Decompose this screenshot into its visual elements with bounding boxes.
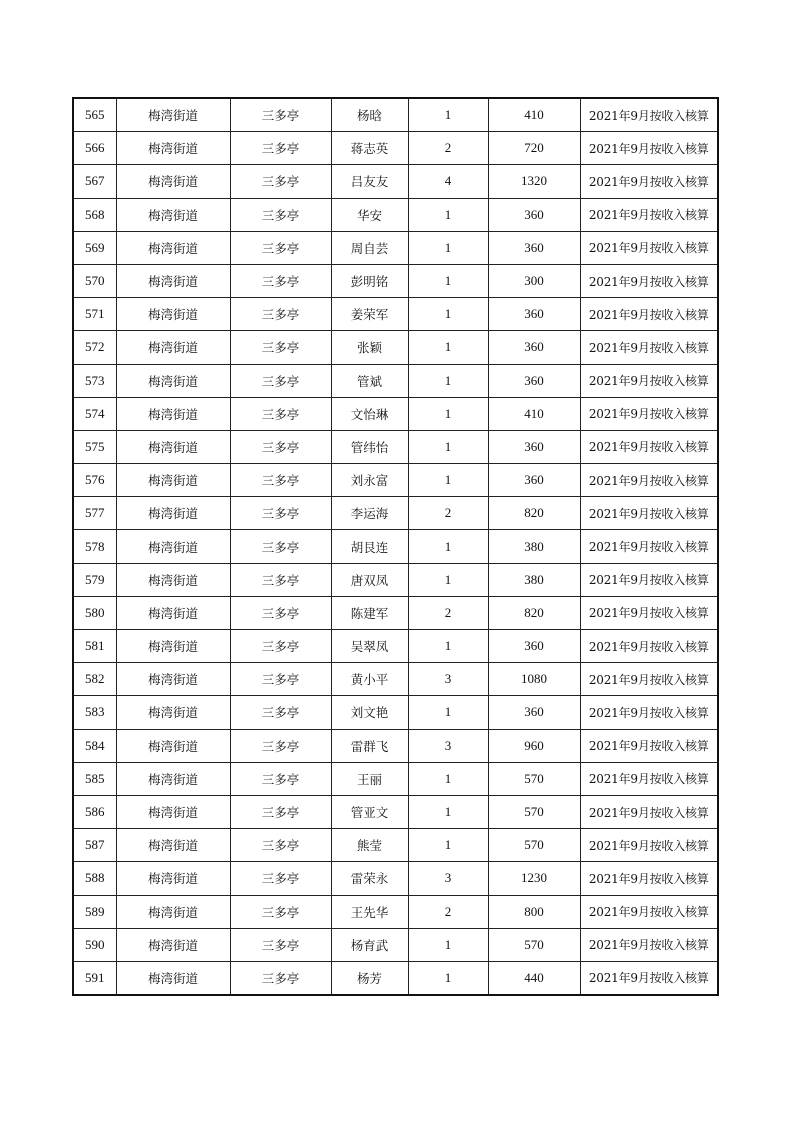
cell-person-count: 1	[408, 298, 488, 331]
table-row	[73, 231, 718, 264]
cell-household-name: 周自芸	[331, 231, 408, 264]
cell-amount: 1080	[488, 663, 580, 696]
cell-household-name: 雷荣永	[331, 862, 408, 895]
cell-note: 2021年9月按收入核算	[580, 961, 718, 995]
cell-household-name: 管亚文	[331, 795, 408, 828]
cell-community: 三多亭	[230, 596, 331, 629]
cell-serial-number: 571	[73, 298, 116, 331]
table-row	[73, 630, 718, 663]
cell-household-name: 王先华	[331, 895, 408, 928]
cell-street: 梅湾街道	[116, 663, 230, 696]
cell-street: 梅湾街道	[116, 397, 230, 430]
cell-street: 梅湾街道	[116, 762, 230, 795]
cell-amount: 360	[488, 298, 580, 331]
cell-street: 梅湾街道	[116, 696, 230, 729]
cell-household-name: 姜荣军	[331, 298, 408, 331]
cell-household-name: 唐双凤	[331, 563, 408, 596]
cell-street: 梅湾街道	[116, 729, 230, 762]
table-row	[73, 795, 718, 828]
table-row	[73, 729, 718, 762]
cell-person-count: 1	[408, 331, 488, 364]
cell-street: 梅湾街道	[116, 630, 230, 663]
cell-person-count: 1	[408, 762, 488, 795]
cell-community: 三多亭	[230, 696, 331, 729]
cell-street: 梅湾街道	[116, 895, 230, 928]
cell-street: 梅湾街道	[116, 862, 230, 895]
cell-note: 2021年9月按收入核算	[580, 231, 718, 264]
cell-community: 三多亭	[230, 862, 331, 895]
cell-serial-number: 573	[73, 364, 116, 397]
cell-person-count: 1	[408, 928, 488, 961]
cell-community: 三多亭	[230, 397, 331, 430]
cell-household-name: 华安	[331, 198, 408, 231]
cell-serial-number: 579	[73, 563, 116, 596]
cell-amount: 360	[488, 364, 580, 397]
cell-street: 梅湾街道	[116, 497, 230, 530]
cell-note: 2021年9月按收入核算	[580, 264, 718, 297]
cell-serial-number: 575	[73, 430, 116, 463]
cell-household-name: 蒋志英	[331, 132, 408, 165]
cell-person-count: 2	[408, 895, 488, 928]
cell-serial-number: 589	[73, 895, 116, 928]
cell-community: 三多亭	[230, 98, 331, 132]
cell-serial-number: 582	[73, 663, 116, 696]
table-row	[73, 762, 718, 795]
cell-household-name: 黄小平	[331, 663, 408, 696]
cell-community: 三多亭	[230, 928, 331, 961]
cell-amount: 570	[488, 762, 580, 795]
cell-person-count: 1	[408, 795, 488, 828]
cell-community: 三多亭	[230, 364, 331, 397]
cell-amount: 360	[488, 630, 580, 663]
cell-household-name: 彭明铭	[331, 264, 408, 297]
cell-serial-number: 578	[73, 530, 116, 563]
cell-person-count: 1	[408, 98, 488, 132]
cell-note: 2021年9月按收入核算	[580, 132, 718, 165]
cell-serial-number: 588	[73, 862, 116, 895]
cell-note: 2021年9月按收入核算	[580, 630, 718, 663]
cell-serial-number: 574	[73, 397, 116, 430]
cell-amount: 570	[488, 795, 580, 828]
cell-street: 梅湾街道	[116, 165, 230, 198]
table-row	[73, 430, 718, 463]
cell-person-count: 2	[408, 132, 488, 165]
table-row	[73, 862, 718, 895]
cell-community: 三多亭	[230, 198, 331, 231]
cell-community: 三多亭	[230, 165, 331, 198]
cell-community: 三多亭	[230, 464, 331, 497]
cell-person-count: 2	[408, 596, 488, 629]
cell-street: 梅湾街道	[116, 464, 230, 497]
cell-person-count: 4	[408, 165, 488, 198]
cell-note: 2021年9月按收入核算	[580, 795, 718, 828]
cell-amount: 570	[488, 829, 580, 862]
table-row	[73, 165, 718, 198]
cell-note: 2021年9月按收入核算	[580, 729, 718, 762]
table-row	[73, 298, 718, 331]
cell-street: 梅湾街道	[116, 829, 230, 862]
cell-community: 三多亭	[230, 563, 331, 596]
cell-community: 三多亭	[230, 729, 331, 762]
table-row	[73, 198, 718, 231]
table-row	[73, 696, 718, 729]
cell-note: 2021年9月按收入核算	[580, 198, 718, 231]
cell-person-count: 1	[408, 630, 488, 663]
cell-note: 2021年9月按收入核算	[580, 563, 718, 596]
cell-community: 三多亭	[230, 298, 331, 331]
cell-street: 梅湾街道	[116, 231, 230, 264]
cell-amount: 380	[488, 530, 580, 563]
cell-household-name: 杨晗	[331, 98, 408, 132]
cell-note: 2021年9月按收入核算	[580, 98, 718, 132]
cell-street: 梅湾街道	[116, 430, 230, 463]
cell-community: 三多亭	[230, 331, 331, 364]
cell-person-count: 1	[408, 430, 488, 463]
cell-serial-number: 565	[73, 98, 116, 132]
table-row	[73, 331, 718, 364]
cell-household-name: 胡艮连	[331, 530, 408, 563]
cell-amount: 360	[488, 430, 580, 463]
cell-street: 梅湾街道	[116, 264, 230, 297]
cell-note: 2021年9月按收入核算	[580, 331, 718, 364]
cell-person-count: 1	[408, 829, 488, 862]
cell-street: 梅湾街道	[116, 331, 230, 364]
cell-community: 三多亭	[230, 264, 331, 297]
table-row	[73, 663, 718, 696]
cell-serial-number: 586	[73, 795, 116, 828]
cell-household-name: 熊莹	[331, 829, 408, 862]
table-row	[73, 596, 718, 629]
cell-community: 三多亭	[230, 663, 331, 696]
cell-person-count: 1	[408, 231, 488, 264]
cell-serial-number: 570	[73, 264, 116, 297]
cell-person-count: 3	[408, 663, 488, 696]
cell-street: 梅湾街道	[116, 563, 230, 596]
cell-household-name: 陈建军	[331, 596, 408, 629]
cell-note: 2021年9月按收入核算	[580, 862, 718, 895]
table-row	[73, 928, 718, 961]
cell-note: 2021年9月按收入核算	[580, 596, 718, 629]
cell-community: 三多亭	[230, 530, 331, 563]
cell-note: 2021年9月按收入核算	[580, 397, 718, 430]
cell-community: 三多亭	[230, 829, 331, 862]
table-row	[73, 464, 718, 497]
table-row	[73, 132, 718, 165]
cell-person-count: 1	[408, 464, 488, 497]
cell-community: 三多亭	[230, 430, 331, 463]
cell-serial-number: 567	[73, 165, 116, 198]
table-row	[73, 264, 718, 297]
cell-note: 2021年9月按收入核算	[580, 497, 718, 530]
cell-street: 梅湾街道	[116, 132, 230, 165]
cell-note: 2021年9月按收入核算	[580, 928, 718, 961]
cell-household-name: 杨育武	[331, 928, 408, 961]
cell-serial-number: 577	[73, 497, 116, 530]
cell-community: 三多亭	[230, 762, 331, 795]
cell-amount: 380	[488, 563, 580, 596]
cell-amount: 1230	[488, 862, 580, 895]
cell-household-name: 雷群飞	[331, 729, 408, 762]
cell-person-count: 1	[408, 530, 488, 563]
cell-amount: 570	[488, 928, 580, 961]
cell-serial-number: 568	[73, 198, 116, 231]
cell-person-count: 1	[408, 198, 488, 231]
table-row	[73, 895, 718, 928]
cell-serial-number: 585	[73, 762, 116, 795]
cell-community: 三多亭	[230, 630, 331, 663]
cell-serial-number: 576	[73, 464, 116, 497]
cell-street: 梅湾街道	[116, 530, 230, 563]
cell-amount: 360	[488, 231, 580, 264]
cell-street: 梅湾街道	[116, 795, 230, 828]
cell-amount: 800	[488, 895, 580, 928]
cell-note: 2021年9月按收入核算	[580, 298, 718, 331]
cell-amount: 1320	[488, 165, 580, 198]
cell-note: 2021年9月按收入核算	[580, 762, 718, 795]
cell-household-name: 文怡琳	[331, 397, 408, 430]
cell-person-count: 1	[408, 264, 488, 297]
cell-household-name: 管纬怡	[331, 430, 408, 463]
cell-person-count: 1	[408, 961, 488, 995]
cell-note: 2021年9月按收入核算	[580, 895, 718, 928]
cell-community: 三多亭	[230, 231, 331, 264]
cell-street: 梅湾街道	[116, 364, 230, 397]
cell-note: 2021年9月按收入核算	[580, 530, 718, 563]
cell-serial-number: 569	[73, 231, 116, 264]
cell-community: 三多亭	[230, 795, 331, 828]
cell-amount: 360	[488, 696, 580, 729]
cell-note: 2021年9月按收入核算	[580, 430, 718, 463]
cell-street: 梅湾街道	[116, 596, 230, 629]
cell-amount: 360	[488, 464, 580, 497]
cell-serial-number: 572	[73, 331, 116, 364]
cell-street: 梅湾街道	[116, 298, 230, 331]
cell-note: 2021年9月按收入核算	[580, 464, 718, 497]
cell-person-count: 1	[408, 397, 488, 430]
cell-amount: 820	[488, 596, 580, 629]
table-row	[73, 961, 718, 995]
cell-amount: 360	[488, 331, 580, 364]
cell-amount: 410	[488, 397, 580, 430]
cell-serial-number: 587	[73, 829, 116, 862]
table-row	[73, 497, 718, 530]
cell-amount: 410	[488, 98, 580, 132]
table-body	[73, 98, 718, 995]
cell-amount: 820	[488, 497, 580, 530]
cell-amount: 960	[488, 729, 580, 762]
cell-community: 三多亭	[230, 497, 331, 530]
cell-household-name: 吕友友	[331, 165, 408, 198]
cell-community: 三多亭	[230, 895, 331, 928]
cell-serial-number: 581	[73, 630, 116, 663]
table-row	[73, 530, 718, 563]
cell-person-count: 3	[408, 862, 488, 895]
cell-amount: 720	[488, 132, 580, 165]
cell-street: 梅湾街道	[116, 98, 230, 132]
cell-person-count: 1	[408, 563, 488, 596]
cell-serial-number: 584	[73, 729, 116, 762]
cell-community: 三多亭	[230, 961, 331, 995]
cell-household-name: 李运海	[331, 497, 408, 530]
table-row	[73, 829, 718, 862]
cell-serial-number: 580	[73, 596, 116, 629]
cell-household-name: 王丽	[331, 762, 408, 795]
cell-street: 梅湾街道	[116, 961, 230, 995]
cell-serial-number: 566	[73, 132, 116, 165]
cell-note: 2021年9月按收入核算	[580, 663, 718, 696]
table-row	[73, 364, 718, 397]
cell-household-name: 刘永富	[331, 464, 408, 497]
record-table	[72, 97, 719, 996]
cell-person-count: 2	[408, 497, 488, 530]
cell-street: 梅湾街道	[116, 928, 230, 961]
cell-household-name: 杨芳	[331, 961, 408, 995]
cell-note: 2021年9月按收入核算	[580, 696, 718, 729]
cell-household-name: 管斌	[331, 364, 408, 397]
cell-serial-number: 591	[73, 961, 116, 995]
cell-serial-number: 590	[73, 928, 116, 961]
table-row	[73, 563, 718, 596]
cell-amount: 360	[488, 198, 580, 231]
cell-community: 三多亭	[230, 132, 331, 165]
cell-person-count: 1	[408, 364, 488, 397]
cell-household-name: 刘文艳	[331, 696, 408, 729]
cell-amount: 300	[488, 264, 580, 297]
cell-serial-number: 583	[73, 696, 116, 729]
table-row	[73, 397, 718, 430]
cell-person-count: 3	[408, 729, 488, 762]
cell-person-count: 1	[408, 696, 488, 729]
cell-note: 2021年9月按收入核算	[580, 829, 718, 862]
cell-household-name: 吴翠凤	[331, 630, 408, 663]
cell-note: 2021年9月按收入核算	[580, 165, 718, 198]
cell-household-name: 张颖	[331, 331, 408, 364]
cell-street: 梅湾街道	[116, 198, 230, 231]
cell-note: 2021年9月按收入核算	[580, 364, 718, 397]
table-row	[73, 98, 718, 132]
cell-amount: 440	[488, 961, 580, 995]
